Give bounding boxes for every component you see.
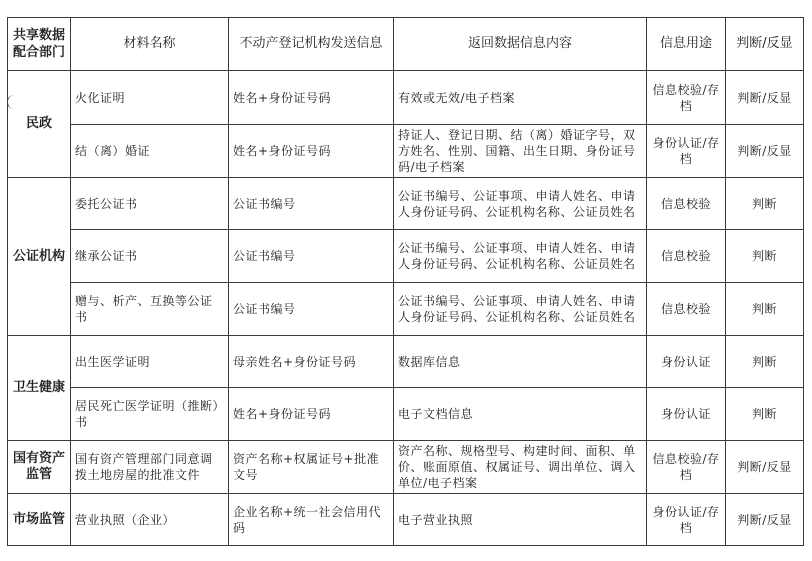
returned-cell: 电子营业执照: [394, 494, 647, 546]
returned-cell: 持证人、登记日期、结（离）婚证字号，双方姓名、性别、国籍、出生日期、身份证号码/电子档案: [394, 125, 647, 178]
usage-cell: 身份认证: [647, 336, 726, 388]
dept-cell: 卫生健康: [8, 336, 71, 441]
data-sharing-table: [7, 17, 804, 546]
sent-cell: 企业名称+统一社会信用代码: [229, 494, 394, 546]
judge-cell: 判断: [726, 336, 804, 388]
returned-cell: 电子文档信息: [394, 388, 647, 441]
dept-cell: 公证机构: [8, 178, 71, 336]
judge-cell: 判断/反显: [726, 71, 804, 125]
judge-cell: 判断: [726, 230, 804, 283]
returned-cell: 公证书编号、公证事项、申请人姓名、申请人身份证号码、公证机构名称、公证员姓名: [394, 230, 647, 283]
header-sent: 不动产登记机构发送信息: [229, 18, 394, 71]
returned-cell: 资产名称、规格型号、构建时间、面积、单价、账面原值、权属证号、调出单位、调入单位/电子档案: [394, 441, 647, 494]
table-row: [8, 441, 804, 494]
material-cell: 居民死亡医学证明（推断）书: [71, 388, 229, 441]
header-row: [8, 18, 804, 71]
material-cell: 营业执照（企业）: [71, 494, 229, 546]
material-cell: 结（离）婚证: [71, 125, 229, 178]
table-row: [8, 125, 804, 178]
table-row: [8, 230, 804, 283]
table-row: [8, 178, 804, 230]
table-body: [8, 71, 804, 546]
table-row: [8, 336, 804, 388]
header-returned: 返回数据信息内容: [394, 18, 647, 71]
returned-cell: 公证书编号、公证事项、申请人姓名、申请人身份证号码、公证机构名称、公证员姓名: [394, 283, 647, 336]
judge-cell: 判断/反显: [726, 441, 804, 494]
judge-cell: 判断: [726, 388, 804, 441]
judge-cell: 判断: [726, 283, 804, 336]
material-cell: 继承公证书: [71, 230, 229, 283]
usage-cell: 信息校验: [647, 178, 726, 230]
judge-cell: 判断: [726, 178, 804, 230]
sent-cell: 姓名+身份证号码: [229, 388, 394, 441]
sent-cell: 公证书编号: [229, 283, 394, 336]
judge-cell: 判断/反显: [726, 125, 804, 178]
sent-cell: 公证书编号: [229, 178, 394, 230]
usage-cell: 身份认证/存档: [647, 494, 726, 546]
judge-cell: 判断/反显: [726, 494, 804, 546]
table-row: [8, 388, 804, 441]
returned-cell: 公证书编号、公证事项、申请人姓名、申请人身份证号码、公证机构名称、公证员姓名: [394, 178, 647, 230]
usage-cell: 身份认证: [647, 388, 726, 441]
sent-cell: 姓名+身份证号码: [229, 125, 394, 178]
sent-cell: 公证书编号: [229, 230, 394, 283]
returned-cell: 数据库信息: [394, 336, 647, 388]
table-row: [8, 494, 804, 546]
sent-cell: 母亲姓名+身份证号码: [229, 336, 394, 388]
usage-cell: 信息校验/存档: [647, 441, 726, 494]
header-material: 材料名称: [71, 18, 229, 71]
material-cell: 出生医学证明: [71, 336, 229, 388]
usage-cell: 信息校验: [647, 283, 726, 336]
table-row: [8, 71, 804, 125]
material-cell: 火化证明: [71, 71, 229, 125]
table-wrapper: [7, 17, 803, 546]
header-judge: 判断/反显: [726, 18, 804, 71]
usage-cell: 身份认证/存档: [647, 125, 726, 178]
sent-cell: 姓名+身份证号码: [229, 71, 394, 125]
dept-cell: 国有资产监管: [8, 441, 71, 494]
dept-cell: 民政: [8, 71, 71, 178]
material-cell: 国有资产管理部门同意调拨土地房屋的批准文件: [71, 441, 229, 494]
page-edge-mark: [7, 95, 16, 109]
table-row: [8, 283, 804, 336]
usage-cell: 信息校验/存档: [647, 71, 726, 125]
header-usage: 信息用途: [647, 18, 726, 71]
returned-cell: 有效或无效/电子档案: [394, 71, 647, 125]
header-dept: 共享数据配合部门: [8, 18, 71, 71]
material-cell: 赠与、析产、互换等公证书: [71, 283, 229, 336]
sent-cell: 资产名称+权属证号+批准文号: [229, 441, 394, 494]
material-cell: 委托公证书: [71, 178, 229, 230]
dept-cell: 市场监管: [8, 494, 71, 546]
usage-cell: 信息校验: [647, 230, 726, 283]
